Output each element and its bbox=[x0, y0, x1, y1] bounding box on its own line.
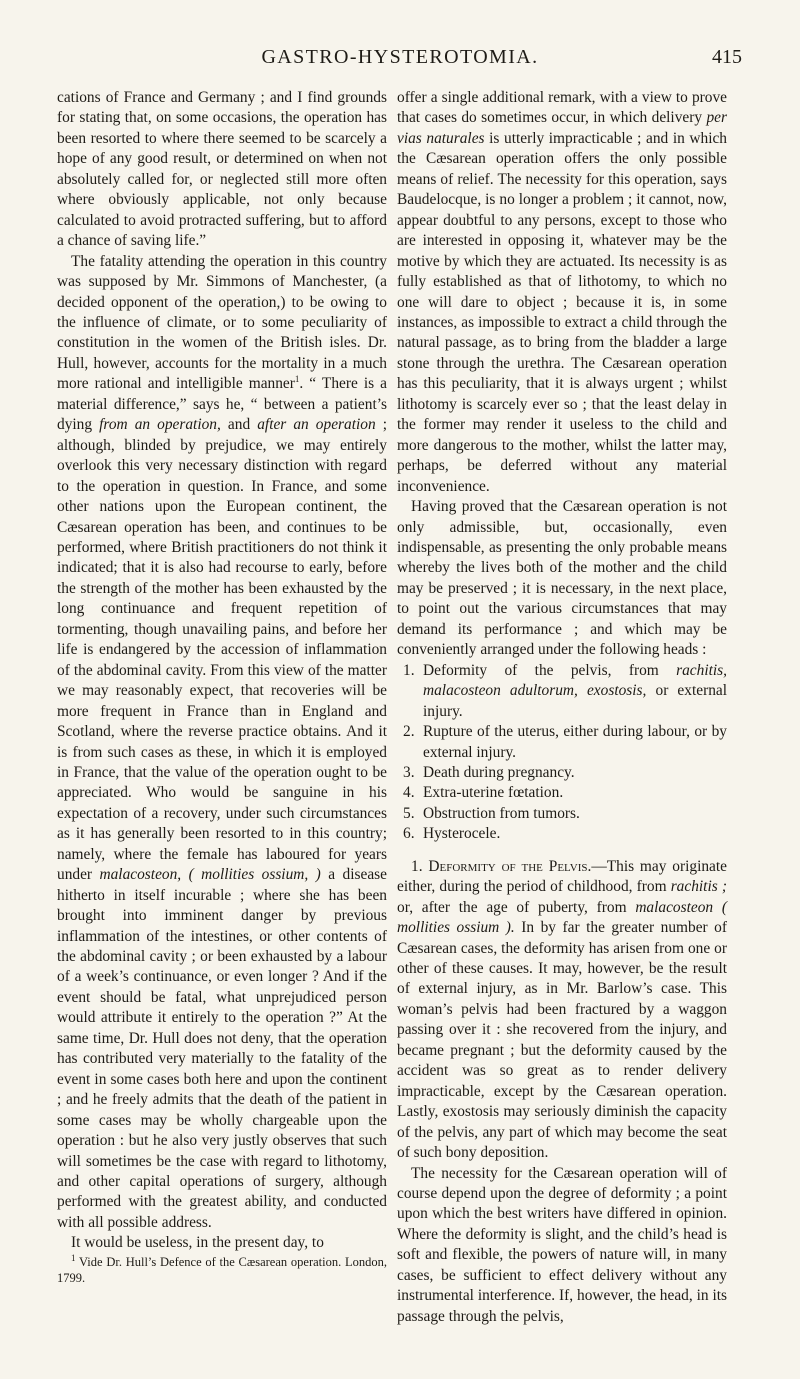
list-item: 3. Death during pregnancy. bbox=[403, 763, 575, 781]
list-item: 6. Hysterocele. bbox=[403, 825, 501, 843]
right-column bbox=[397, 88, 727, 1327]
footnote-marker: 1 bbox=[71, 1252, 76, 1263]
paragraph: Having proved that the Cæsarean operation is not only admissible, but, occasionally, even indispensable, as presenting the only probable means whereby the lives both of the mother and the child may be preserved ; it is necessary, in the next place, to point out the various circumstances that may demand its performance ; and which may be conveniently arranged under the following heads : bbox=[397, 498, 727, 659]
paragraph: cations of France and Germany ; and I find grounds for stating that, on some occasions, the operation has been resorted to where there seemed to be scarcely a hope of any good result, or determined on when not absolutely called for, or neglected still more often where obviously applicable, not only because calculated to avoid protracted suffering, but to afford a chance of saving life.” bbox=[57, 89, 387, 250]
section-number: 1. bbox=[411, 857, 423, 875]
paragraph: 1. Deformity of the Pelvis.—This may originate either, during the period of childhood, from rachitis ; or, after the age of puberty, from malacosteon ( mollities ossium ). In by far the greater number of Cæsarean cases, the deformity has arisen from one or other of these causes. It may, however, be the result of external injury, as in Mr. Barlow’s case. This woman’s pelvis had been fractured by a waggon passing over it : she recovered from the injury, and became pregnant ; but the deformity caused by the accident was so great as to render delivery impracticable, except by the Cæsarean operation. Lastly, exostosis may seriously diminish the capacity of the pelvis, any part of which may become the seat of such bony deposition. bbox=[397, 857, 727, 1162]
paragraph: The necessity for the Cæsarean operation will of course depend upon the degree of deformity ; a point upon which the best writers have differed in opinion. Where the deformity is slight, and the child’s head is soft and flexible, the powers of nature will, in many cases, be sufficient to effect delivery without any instrumental interference. If, however, the head, in its passage through the pelvis, bbox=[397, 1164, 727, 1325]
running-title: GASTRO-HYSTEROTOMIA. bbox=[261, 46, 539, 68]
list-item: 4. Extra-uterine fœtation. bbox=[403, 784, 564, 802]
list-item: 2. Rupture of the uterus, either during labour, or by external injury. bbox=[403, 723, 727, 761]
paragraph: It would be useless, in the present day, to bbox=[71, 1234, 324, 1252]
section-gap bbox=[397, 845, 727, 857]
left-column bbox=[57, 88, 387, 1286]
footnote: $^1$ Vide Dr. Hull’s Defence of the Cæsarean operation. London, 1799. bbox=[57, 1252, 387, 1285]
paragraph: offer a single additional remark, with a view to prove that cases do sometimes occur, in which delivery per vias naturales is utterly impracticable ; and in which the Cæsarean operation offers the only possible means of relief. The necessity for this operation, says Baudelocque, is no longer a problem ; it cannot, now, appear doubtful to any persons, except to those who are interested in opposing it, whatever may be the motive by which they are actuated. Its necessity is as fully established as that of lithotomy, to which no one will dare to object ; because it is, in some instances, as impossible to extract a child through the natural passage, as to bring from the bladder a large stone through the urethra. The Cæsarean operation has this peculiarity, that it is always urgent ; whilst lithotomy is scarcely ever so ; that the least delay in the former may render it useless to the child and more dangerous to the mother, whilst the latter may, perhaps, be deferred without any material inconvenience. bbox=[397, 89, 727, 495]
footnote-reference[interactable]: 1 bbox=[294, 374, 300, 385]
list-item: 1. Deformity of the pelvis, from rachitis, malacosteon adultorum, exostosis, or external injury. bbox=[403, 661, 727, 720]
page-header bbox=[0, 46, 800, 76]
paragraph: The fatality attending the operation in this country was supposed by Mr. Simmons of Manchester, (a decided opponent of the operation,) to be owing to the influence of climate, or to some peculiarity of constitution in the women of the British isles. Dr. Hull, however, accounts for the mortality in a much more rational and intelligible manner$^1$. “ There is a material difference,” says he, “ between a patient’s dying from an operation, and after an operation ; although, blinded by prejudice, we may entirely overlook this very necessary distinction with regard to the operation in question. In France, and some other nations upon the European continent, the Cæsarean operation has been, and continues to be performed, where British practitioners do not think it indicated; that it is also had recourse to early, before the strength of the mother has been exhausted by the long continuance and frequent repetition of tormenting, though unavailing pains, and before her life is endangered by the accession of inflammation of the abdominal cavity. From this view of the matter we may reasonably expect, that recoveries will be more frequent in France than in England and Scotland, where the reverse practice obtains. And it is from such cases as these, in which it is employed in France, that the value of the operation ought to be appreciated. Who would be sanguine in his expectation of a recovery, under such circumstances as it has generally been resorted to in this country; namely, where the female has laboured for years under malacosteon, ( mollities ossium, ) a disease hitherto in itself incurable ; where she has been brought into imminent danger by previous inflammation of the intestines, or other contents of the abdominal cavity ; or been exhausted by a labour of a week’s continuance, or even longer ? And if the event should be fatal, what unprejudiced person would attribute it entirely to the operation ?” At the same time, Dr. Hull does not deny, that the operation has contributed very materially to the fatality of the event in some cases both here and upon the continent ; and he freely admits that the death of the patient in some cases may be wholly chargeable upon the operation : but he also very justly observes that such will sometimes be the case with regard to lithotomy, and other capital operations of surgery, although performed with the greatest ability, and conducted with all possible address. bbox=[57, 252, 388, 1231]
causes-list bbox=[397, 661, 727, 845]
page-number: 415 bbox=[712, 46, 742, 68]
section-heading: Deformity of the Pelvis. bbox=[428, 857, 592, 875]
list-item: 5. Obstruction from tumors. bbox=[403, 804, 580, 822]
